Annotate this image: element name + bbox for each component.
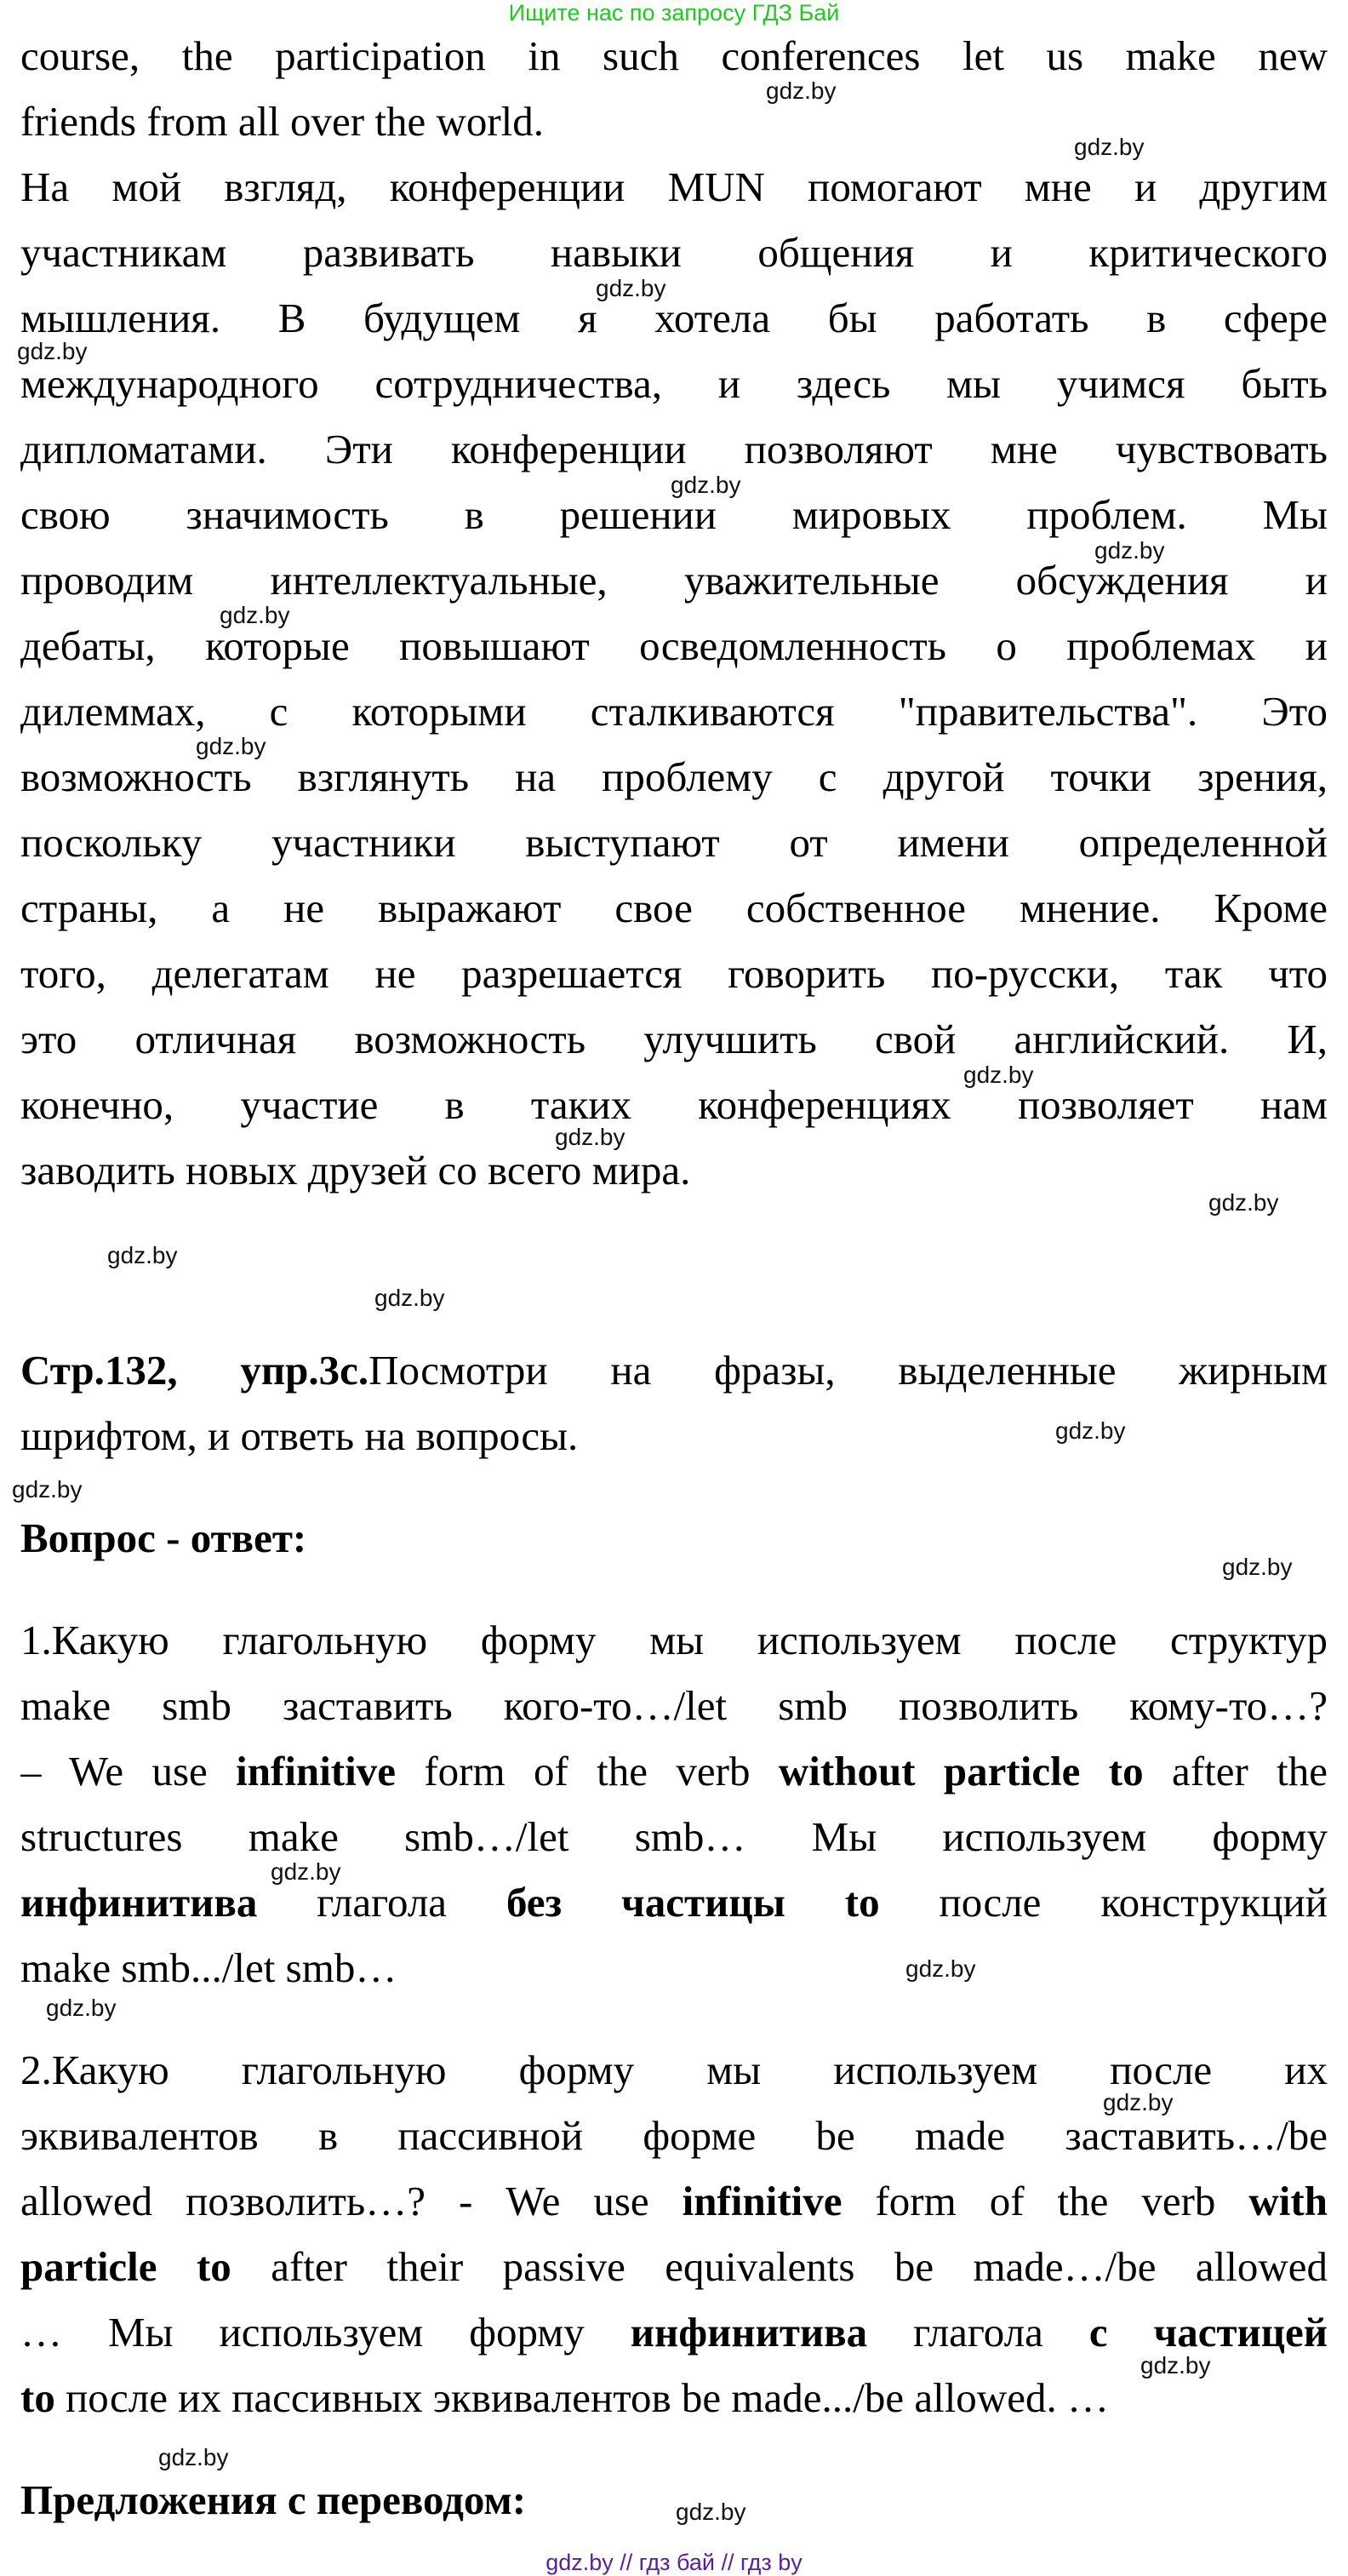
text-line: [20, 1673, 1328, 1738]
text-line: [20, 1337, 1328, 1403]
watermark: gdz.by: [12, 1476, 83, 1503]
bold-text: инфинитива: [20, 1879, 258, 1926]
document-body: [20, 23, 1328, 2533]
text-segment: friends from all over the world.: [20, 98, 545, 145]
text-line: [20, 1006, 1328, 1072]
text-segment: … Мы используем форму: [20, 2309, 631, 2356]
text-line: [20, 1607, 1328, 1673]
text-segment: свою значимость в решении мировых проблем. Мы: [20, 491, 1328, 538]
bold-text: infinitive: [236, 1748, 396, 1795]
text-line: [20, 285, 1328, 351]
text-line: [20, 1137, 1328, 1203]
text-line: [20, 2234, 1328, 2299]
text-segment: международного сотрудничества, и здесь мы учимся быть: [20, 360, 1328, 407]
watermark: gdz.by: [1094, 537, 1165, 564]
text-line: [20, 351, 1328, 416]
watermark: gdz.by: [158, 2444, 229, 2470]
text-line: [20, 1804, 1328, 1869]
watermark: gdz.by: [196, 733, 266, 759]
text-segment: course, the participation in such conferences let us make new: [20, 32, 1328, 79]
text-segment: шрифтом, и ответь на вопросы.: [20, 1412, 579, 1459]
watermark: gdz.by: [766, 77, 837, 104]
text-segment: make smb.../let smb…: [20, 1944, 397, 1991]
text-line: [20, 2467, 1328, 2533]
text-segment: form of the verb: [842, 2178, 1249, 2224]
text-line: [20, 23, 1328, 89]
watermark: gdz.by: [107, 1242, 178, 1268]
watermark: gdz.by: [555, 1124, 625, 1150]
text-segment: эквивалентов в пассивной форме be made заставить…/be: [20, 2112, 1328, 2159]
watermark: gdz.by: [220, 602, 290, 628]
bold-text: без частицы to: [506, 1879, 880, 1926]
text-line: [20, 2365, 1328, 2430]
text-segment: дилеммах, с которыми сталкиваются "правительства". Это: [20, 688, 1328, 735]
text-line: [20, 810, 1328, 875]
watermark: gdz.by: [1103, 2089, 1174, 2115]
watermark: gdz.by: [271, 1858, 341, 1885]
site-footer-banner: gdz.by // гдз бай // гдз by: [545, 2550, 803, 2575]
bold-text: to: [20, 2374, 55, 2421]
text-segment: конечно, участие в таких конференциях позволяет нам: [20, 1081, 1328, 1128]
watermark: gdz.by: [1208, 1189, 1279, 1216]
bold-text: с частицей: [1088, 2309, 1328, 2356]
text-line: [20, 941, 1328, 1006]
text-segment: Посмотри на фразы, выделенные жирным: [368, 1347, 1328, 1394]
text-segment: поскольку участники выступают от имени определенной: [20, 819, 1328, 866]
text-segment: form of the verb: [395, 1748, 779, 1795]
text-line: [20, 220, 1328, 285]
text-segment: это отличная возможность улучшить свой английский. И,: [20, 1016, 1328, 1062]
watermark: gdz.by: [676, 2499, 746, 2525]
bold-text: Стр.132, упр.3с.: [20, 1347, 369, 1394]
text-segment: – We use: [20, 1748, 237, 1795]
watermark: gdz.by: [374, 1285, 445, 1311]
text-segment: после их пассивных эквивалентов be made.../be allowed. …: [54, 2374, 1109, 2421]
text-line: [20, 1505, 1328, 1571]
text-segment: 2.Какую глагольную форму мы используем после их: [20, 2046, 1328, 2093]
text-segment: дипломатами. Эти конференции позволяют мне чувствовать: [20, 426, 1328, 472]
text-segment: страны, а не выражают свое собственное мнение. Кроме: [20, 884, 1328, 931]
text-line: [20, 1935, 1328, 2001]
watermark: gdz.by: [1222, 1554, 1293, 1580]
text-segment: глагола: [257, 1879, 506, 1926]
text-segment: возможность взглянуть на проблему с другой точки зрения,: [20, 753, 1328, 800]
watermark: gdz.by: [1074, 134, 1145, 160]
bold-text: infinitive: [682, 2178, 842, 2224]
text-segment: глагола: [867, 2309, 1089, 2356]
text-segment: after their passive equivalents be made…/be allowed: [231, 2243, 1328, 2290]
text-line: [20, 154, 1328, 220]
bold-text: with: [1248, 2178, 1328, 2224]
text-line: [20, 1869, 1328, 1935]
text-segment: мышления. В будущем я хотела бы работать в сфере: [20, 295, 1328, 341]
watermark: gdz.by: [596, 275, 666, 301]
text-segment: allowed позволить…? - We use: [20, 2178, 683, 2224]
text-segment: дебаты, которые повышают осведомленность о проблемах и: [20, 622, 1328, 669]
text-line: [20, 1738, 1328, 1804]
text-line: [20, 2168, 1328, 2234]
watermark: gdz.by: [46, 1995, 117, 2021]
text-segment: после конструкций: [879, 1879, 1328, 1926]
text-line: [20, 613, 1328, 678]
watermark: gdz.by: [671, 472, 741, 498]
bold-text: without particle to: [778, 1748, 1144, 1795]
text-line: [20, 2299, 1328, 2365]
watermark: gdz.by: [1140, 2352, 1211, 2379]
bold-text: Предложения с переводом:: [20, 2476, 527, 2523]
watermark: gdz.by: [17, 338, 88, 364]
text-segment: проводим интеллектуальные, уважительные обсуждения и: [20, 557, 1328, 604]
watermark: gdz.by: [963, 1062, 1034, 1088]
search-hint-banner: Ищите нас по запросу ГДЗ Бай: [508, 0, 840, 26]
bold-text: particle to: [20, 2243, 231, 2290]
watermark: gdz.by: [905, 1955, 976, 1982]
text-segment: участникам развивать навыки общения и критического: [20, 229, 1328, 276]
watermark: gdz.by: [1055, 1417, 1126, 1444]
bold-text: Вопрос - ответ:: [20, 1514, 307, 1561]
text-line: [20, 875, 1328, 941]
text-segment: after the: [1143, 1748, 1328, 1795]
text-segment: 1.Какую глагольную форму мы используем после структур: [20, 1617, 1328, 1663]
bold-text: инфинитива: [630, 2309, 868, 2356]
text-segment: На мой взгляд, конференции MUN помогают мне и другим: [20, 163, 1328, 210]
text-segment: того, делегатам не разрешается говорить по-русски, так что: [20, 950, 1328, 997]
text-line: [20, 1403, 1328, 1468]
text-segment: заводить новых друзей со всего мира.: [20, 1147, 691, 1194]
text-line: [20, 1072, 1328, 1137]
text-segment: make smb заставить кого-то…/let smb позволить кому-то…?: [20, 1682, 1328, 1729]
text-segment: structures make smb…/let smb… Мы используем форму: [20, 1813, 1328, 1860]
